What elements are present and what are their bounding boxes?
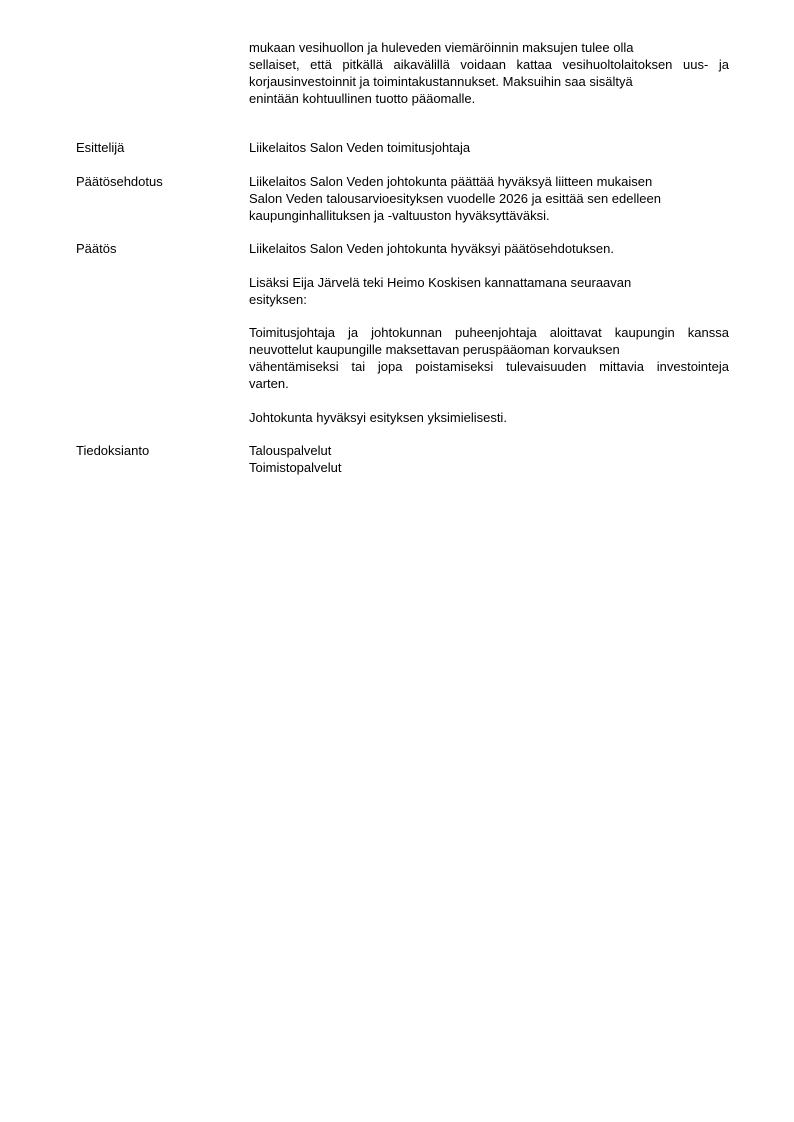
- esittelija-text: Liikelaitos Salon Veden toimitusjohtaja: [249, 140, 471, 155]
- text-line: mukaan vesihuollon ja huleveden viemäröinnin maksujen tulee olla: [249, 40, 634, 55]
- label-tiedoksianto: Tiedoksianto: [76, 443, 150, 458]
- paatos-result: Johtokunta hyväksyi esityksen yksimielisesti.: [249, 410, 507, 425]
- text-line: Liikelaitos Salon Veden johtokunta päättää hyväksyä liitteen mukaisen: [249, 174, 653, 189]
- text-line: korjausinvestoinnit ja toimintakustannukset. Maksuihin saa sisältyä: [249, 74, 633, 89]
- text-line: Lisäksi Eija Järvelä teki Heimo Koskisen kannattamana seuraavan: [249, 275, 632, 290]
- text-line: neuvottelut kaupungille maksettavan peruspääoman korvauksen: [249, 342, 620, 357]
- text-line: Salon Veden talousarvioesityksen vuodelle 2026 ja esittää sen edelleen: [249, 191, 661, 206]
- text-line: vähentämiseksi tai jopa poistamiseksi tulevaisuuden mittavia investointeja: [249, 359, 729, 374]
- text-line: Toimitusjohtaja ja johtokunnan puheenjohtaja aloittavat kaupungin kanssa: [249, 325, 729, 340]
- text-line: esityksen:: [249, 292, 307, 307]
- text-line: enintään kohtuullinen tuotto pääomalle.: [249, 91, 476, 106]
- label-paatosehdotus: Päätösehdotus: [76, 174, 163, 189]
- text-line: kaupunginhallituksen ja -valtuuston hyväksyttäväksi.: [249, 208, 550, 223]
- label-esittelija: Esittelijä: [76, 140, 125, 155]
- recipient: Talouspalvelut: [249, 443, 332, 458]
- text-line: varten.: [249, 376, 289, 391]
- paatos-text: Liikelaitos Salon Veden johtokunta hyväksyi päätösehdotuksen.: [249, 241, 614, 256]
- text-line: sellaiset, että pitkällä aikavälillä voidaan kattaa vesihuoltolaitoksen uus- ja: [249, 57, 729, 72]
- recipient: Toimistopalvelut: [249, 460, 342, 475]
- label-paatos: Päätös: [76, 241, 117, 256]
